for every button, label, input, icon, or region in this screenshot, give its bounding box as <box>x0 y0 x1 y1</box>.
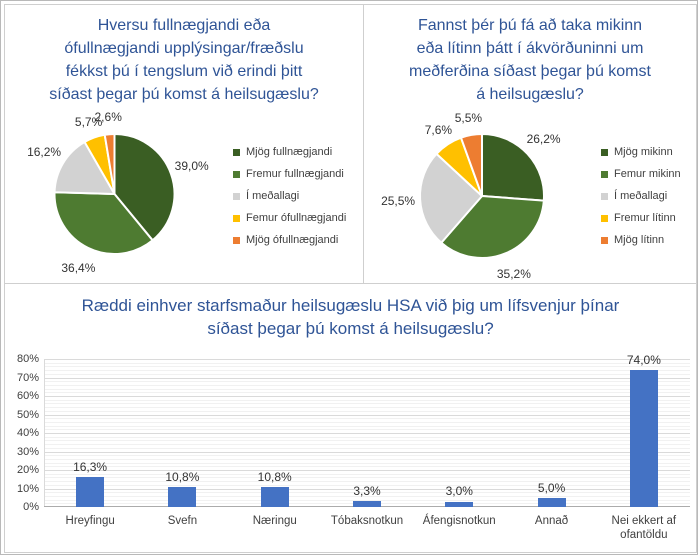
legend-label: Mjög mikinn <box>614 146 673 158</box>
minor-gridline <box>44 448 690 449</box>
minor-gridline <box>44 481 690 482</box>
minor-gridline <box>44 440 690 441</box>
y-axis-tick-label: 0% <box>23 501 39 513</box>
minor-gridline <box>44 392 690 393</box>
y-axis-line <box>44 359 45 507</box>
chart-title-line: Ræddi einhver starfsmaður heilsugæslu HSA við þig um lífsvenjur þínar <box>81 296 620 315</box>
minor-gridline <box>44 366 690 367</box>
legend-label: Femur mikinn <box>614 168 681 180</box>
pie-value-label: 26,2% <box>526 131 561 146</box>
legend-swatch-icon <box>233 171 240 178</box>
legend-label: Fremur lítinn <box>614 212 676 224</box>
major-gridline <box>44 415 690 416</box>
legend-swatch-icon <box>601 237 608 244</box>
minor-gridline <box>44 455 690 456</box>
legend-swatch-icon <box>601 215 608 222</box>
bar-value-label: 3,3% <box>353 483 381 498</box>
bar-value-label: 16,3% <box>73 459 108 474</box>
legend-swatch-icon <box>601 171 608 178</box>
chart-title-line: á heilsugæslu? <box>476 86 584 103</box>
pie-value-label: 36,4% <box>61 260 96 275</box>
legend-swatch-icon <box>601 149 608 156</box>
bar-value-label: 74,0% <box>626 353 661 368</box>
bar <box>538 498 566 507</box>
y-axis-tick-label: 50% <box>16 408 39 421</box>
pie-value-label: 35,2% <box>496 266 531 281</box>
minor-gridline <box>44 422 690 423</box>
legend-label: Fremur fullnægjandi <box>246 168 344 180</box>
legend-item <box>601 207 681 229</box>
bar-chart-panel-lifestyle-discussion <box>4 283 697 553</box>
minor-gridline <box>44 418 690 419</box>
pie-value-label: 16,2% <box>27 144 62 159</box>
legend-label: Í meðallagi <box>246 190 300 202</box>
minor-gridline <box>44 411 690 412</box>
chart-title-line: meðferðina síðast þegar þú komst <box>409 63 651 80</box>
category-label: Annað <box>534 515 569 527</box>
legend-swatch-icon <box>233 215 240 222</box>
minor-gridline <box>44 370 690 371</box>
y-axis-tick-label: 60% <box>16 390 39 402</box>
chart-title-line: eða lítinn þátt í ákvörðuninni um <box>416 40 644 57</box>
minor-gridline <box>44 381 690 382</box>
minor-gridline <box>44 407 690 408</box>
pie-chart-panel-decision-participation <box>363 4 697 284</box>
y-axis-tick-label: 10% <box>16 482 39 495</box>
bar <box>168 487 196 507</box>
minor-gridline <box>44 463 690 464</box>
minor-gridline <box>44 474 690 475</box>
pie-value-label: 5,7% <box>74 114 103 129</box>
category-label: Næringu <box>252 515 297 527</box>
bar <box>630 370 658 507</box>
legend-item <box>601 141 681 163</box>
legend-label: Mjög ófullnægjandi <box>246 234 339 246</box>
pie-value-label: 25,5% <box>381 193 416 208</box>
minor-gridline <box>44 403 690 404</box>
bar <box>353 501 381 507</box>
category-label: Svefn <box>167 515 198 527</box>
category-label: Nei ekkert af ofantöldu <box>611 515 677 541</box>
minor-gridline <box>44 437 690 438</box>
category-label: Hreyfingu <box>65 515 115 527</box>
major-gridline <box>44 452 690 453</box>
y-axis-tick-label: 20% <box>16 464 39 476</box>
legend-label: Mjög fullnægjandi <box>246 146 333 158</box>
chart-title <box>5 294 696 340</box>
chart-title-line: ófullnægjandi upplýsingar/fræðslu <box>64 40 304 57</box>
legend-item <box>601 185 681 207</box>
legend-item <box>601 229 681 251</box>
pie-chart-panel-info-satisfaction <box>4 4 364 284</box>
legend-item <box>233 163 346 185</box>
y-axis-tick-label: 30% <box>16 445 39 458</box>
y-axis-tick-label: 40% <box>16 427 39 439</box>
bar <box>261 487 289 507</box>
legend-item <box>601 163 681 185</box>
minor-gridline <box>44 429 690 430</box>
category-label: Áfengisnotkun <box>422 515 496 527</box>
y-axis-tick-label: 70% <box>16 371 39 384</box>
bar <box>76 477 104 507</box>
legend-swatch-icon <box>233 193 240 200</box>
chart-title-line: Hversu fullnægjandi eða <box>97 17 271 34</box>
legend-item <box>233 141 346 163</box>
chart-title-line: síðast þegar þú komst á heilsugæslu? <box>207 319 494 338</box>
legend-item <box>233 207 346 229</box>
minor-gridline <box>44 385 690 386</box>
bar-value-label: 3,0% <box>445 484 473 499</box>
legend-label: Femur ófullnægjandi <box>246 212 347 224</box>
chart-title-line: síðast þegar þú komst á heilsugæslu? <box>49 86 319 103</box>
major-gridline <box>44 396 690 397</box>
pie-value-label: 7,6% <box>424 123 453 138</box>
major-gridline <box>44 378 690 379</box>
legend <box>601 141 681 251</box>
bar-value-label: 5,0% <box>537 480 566 495</box>
minor-gridline <box>44 389 690 390</box>
legend-label: Mjög lítinn <box>614 234 665 246</box>
legend-swatch-icon <box>233 149 240 156</box>
pie-value-label: 5,5% <box>454 111 483 126</box>
major-gridline <box>44 359 690 360</box>
major-gridline <box>44 433 690 434</box>
chart-title-line: fékkst þú í tengslum við erindi þitt <box>65 63 303 80</box>
category-label: Tóbaksnotkun <box>330 515 404 527</box>
legend-swatch-icon <box>233 237 240 244</box>
legend-item <box>233 185 346 207</box>
minor-gridline <box>44 363 690 364</box>
minor-gridline <box>44 374 690 375</box>
y-axis-tick-label: 80% <box>16 353 39 365</box>
legend-label: Í meðallagi <box>614 190 668 202</box>
chart-title-line: Fannst þér þú fá að taka mikinn <box>417 17 643 34</box>
legend-item <box>233 229 346 251</box>
bar-value-label: 10,8% <box>257 470 292 484</box>
pie-value-label: 2,6% <box>94 110 122 125</box>
legend-swatch-icon <box>601 193 608 200</box>
bar <box>445 502 473 508</box>
minor-gridline <box>44 426 690 427</box>
bar-value-label: 10,8% <box>165 470 200 484</box>
minor-gridline <box>44 400 690 401</box>
bar-plot-area <box>44 353 690 507</box>
minor-gridline <box>44 444 690 445</box>
pie-value-label: 39,0% <box>174 159 209 174</box>
major-gridline <box>44 470 690 471</box>
minor-gridline <box>44 459 690 460</box>
minor-gridline <box>44 466 690 467</box>
legend <box>233 141 346 251</box>
minor-gridline <box>44 477 690 478</box>
